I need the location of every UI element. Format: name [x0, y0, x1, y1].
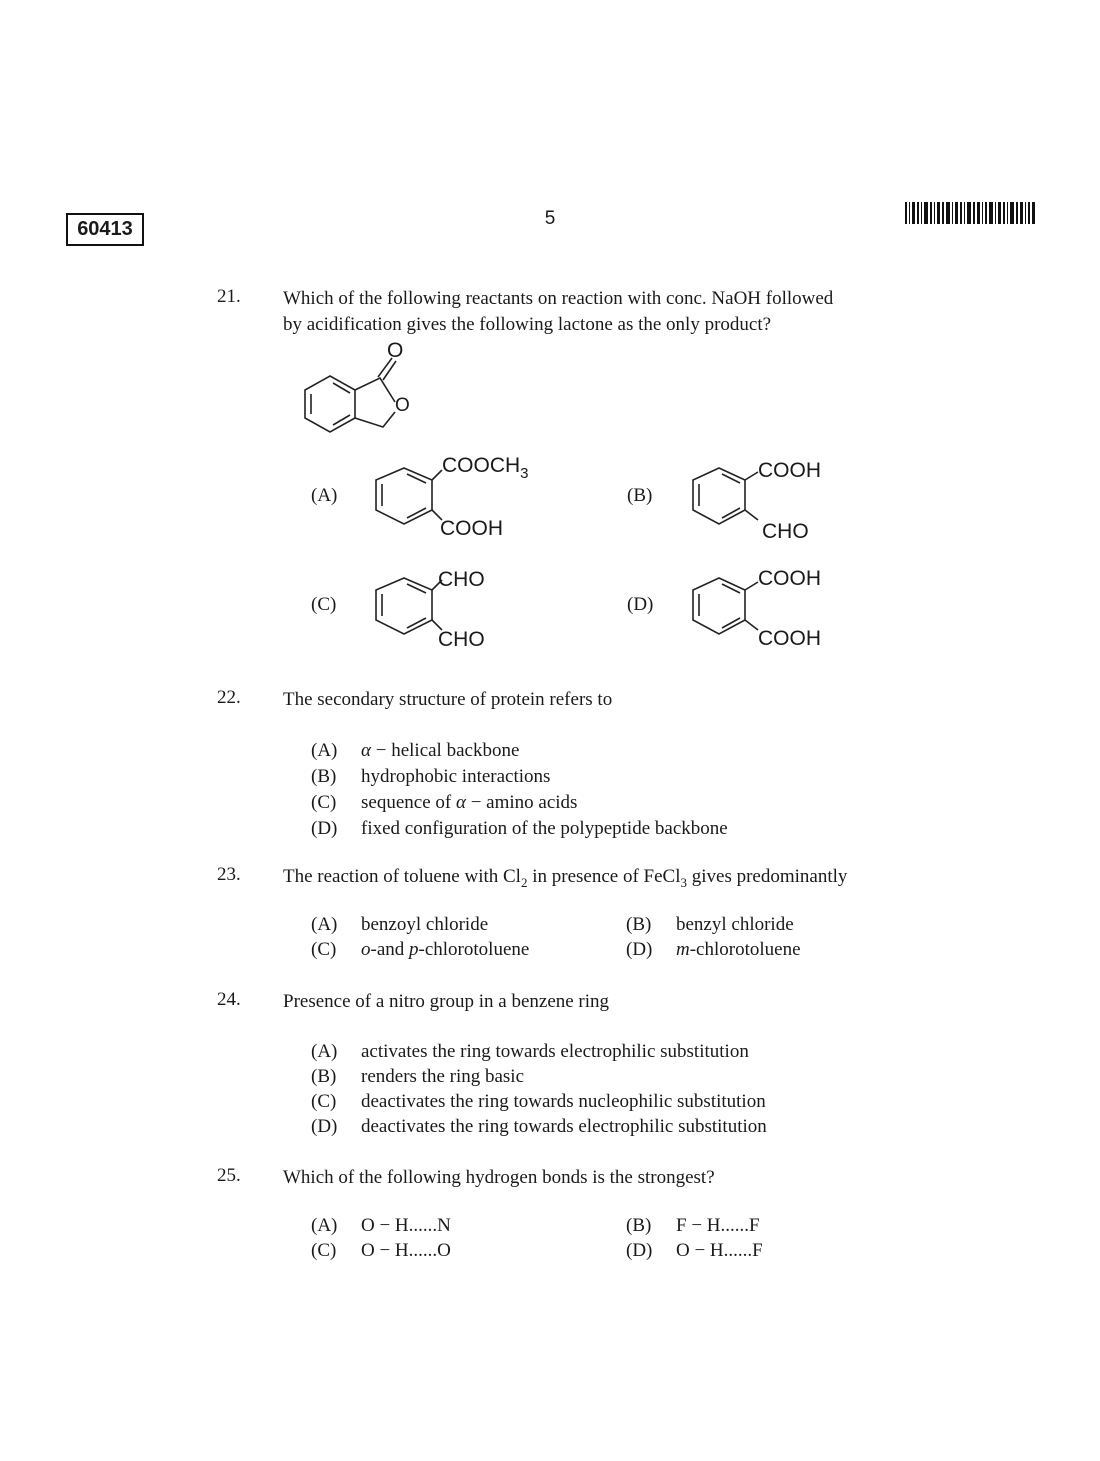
q21-b-bottom-group: CHO	[762, 520, 809, 543]
q23-option-b: (B) benzyl chloride	[626, 914, 794, 935]
q21-text-line2: by acidification gives the following lactone as the only product?	[283, 314, 772, 335]
q22-option-d: (D) fixed configuration of the polypeptide backbone	[311, 818, 728, 839]
lactone-carbonyl-o: O	[387, 340, 404, 362]
q24-number: 24.	[217, 989, 241, 1010]
q25-option-a: (A) O − H......N	[311, 1215, 451, 1236]
q21-option-d-structure	[682, 560, 852, 655]
paper-code: 60413	[66, 213, 144, 246]
q24-option-b: (B) renders the ring basic	[311, 1066, 525, 1087]
q21-text-line1: Which of the following reactants on reaction with conc. NaOH followed	[283, 288, 834, 309]
q23-text: The reaction of toluene with $Cl_2$ in presence of FeCl$_3$ gives predominantly	[283, 866, 848, 890]
q22-text: The secondary structure of protein refers to	[283, 689, 613, 710]
q21-b-top-group: COOH	[758, 459, 821, 482]
page-number: 5	[544, 208, 556, 229]
q24-option-a: (A) activates the ring towards electrophilic substitution	[311, 1041, 749, 1062]
q25-option-c: (C) O − H......O	[311, 1240, 451, 1261]
q21-option-b-structure	[682, 450, 852, 545]
q21-option-d-label: (D)	[627, 594, 654, 615]
q25-option-b: (B) F − H......F	[626, 1215, 760, 1236]
q23-option-a: (A) benzoyl chloride	[311, 914, 489, 935]
q21-c-bottom-group: CHO	[438, 628, 485, 651]
q22-option-a: (A) α − helical backbone	[311, 740, 520, 761]
q23-option-d: (D) m-chlorotoluene	[626, 939, 801, 960]
q21-option-c-label: (C)	[311, 594, 337, 615]
q21-d-bottom-group: COOH	[758, 627, 821, 650]
q21-number: 21.	[217, 286, 241, 307]
q21-d-top-group: COOH	[758, 567, 821, 590]
q21-text	[283, 286, 963, 338]
q24-options	[311, 1039, 767, 1139]
lactone-structure	[295, 340, 425, 440]
q23-number: 23.	[217, 864, 241, 885]
q21-option-a-structure	[362, 450, 562, 545]
barcode-icon	[905, 202, 1035, 224]
q23-option-c: (C) o-and p-chlorotoluene	[311, 939, 530, 960]
q22-option-b: (B) hydrophobic interactions	[311, 766, 551, 787]
q21-a-top-group: $COOCH_3$	[442, 454, 529, 482]
q24-option-d: (D) deactivates the ring towards electrophilic substitution	[311, 1116, 767, 1137]
q25-number: 25.	[217, 1165, 241, 1186]
lactone-ring-o: O	[395, 395, 410, 416]
q22-number: 22.	[217, 687, 241, 708]
q24-option-c: (C) deactivates the ring towards nucleophilic substitution	[311, 1091, 766, 1112]
q25-option-d: (D) O − H......F	[626, 1240, 763, 1261]
q21-option-a-label: (A)	[311, 485, 338, 506]
q21-a-bottom-group: COOH	[440, 517, 503, 540]
q22-option-c: (C) sequence of α − amino acids	[311, 792, 578, 813]
q24-text: Presence of a nitro group in a benzene ring	[283, 991, 610, 1012]
q25-text: Which of the following hydrogen bonds is the strongest?	[283, 1167, 715, 1188]
q21-option-b-label: (B)	[627, 485, 653, 506]
q21-option-c-structure	[362, 560, 522, 655]
q22-options	[311, 738, 728, 842]
q21-c-top-group: CHO	[438, 568, 485, 591]
